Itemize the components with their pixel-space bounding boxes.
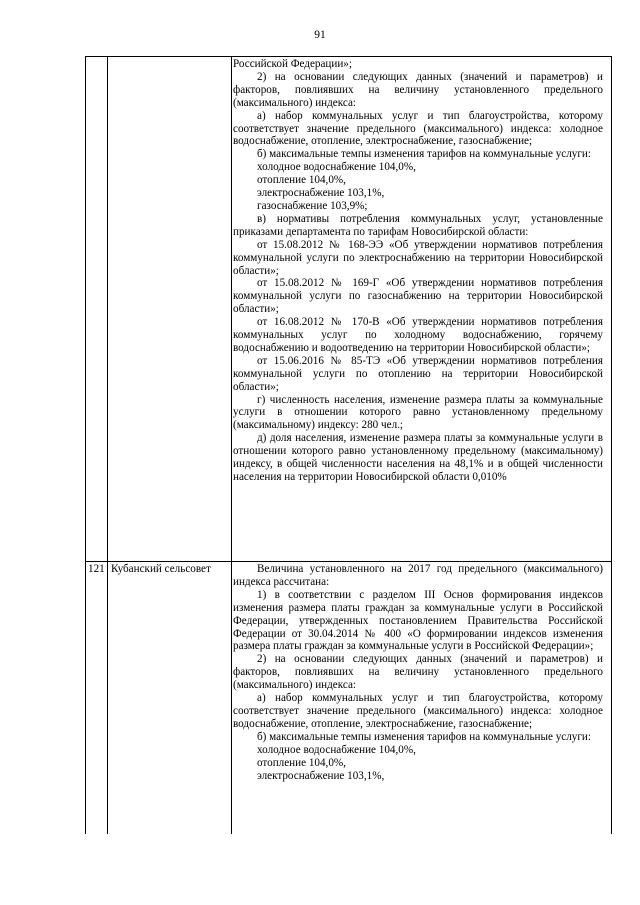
paragraph: 2) на основании следующих данных (значений и параметров) и факторов, повлиявших на величину установленного предельного (максимального) индекса: [233, 70, 603, 109]
page-number: 91 [314, 29, 326, 41]
municipality-name: Кубанский сельсовет [111, 563, 211, 575]
paragraph: от 15.08.2012 № 168-ЭЭ «Об утверждении нормативов потребления коммунальной услуги по электроснабжению на территории Новосибирской области»; [233, 238, 603, 277]
prev-row-content [233, 58, 603, 484]
paragraph: холодное водоснабжение 104,0%, [257, 743, 416, 756]
column-divider-2 [231, 56, 232, 834]
paragraph: в) нормативы потребления коммунальных услуг, установленные приказами департамента по тарифам Новосибирской области: [233, 212, 603, 238]
paragraph: электроснабжение 103,1%, [257, 769, 385, 782]
paragraph: б) максимальные темпы изменения тарифов на коммунальные услуги: [257, 730, 591, 743]
paragraph: от 15.08.2012 № 169-Г «Об утверждении нормативов потребления коммунальной услуги по газоснабжению на территории Новосибирской области»; [233, 277, 603, 316]
paragraph: 2) на основании следующих данных (значений и параметров) и факторов, повлиявших на величину установленного предельного (максимального) индекса: [233, 653, 603, 692]
table-border-left [85, 56, 86, 834]
paragraph: от 16.08.2012 № 170-В «Об утверждении нормативов потребления коммунальных услуг по холодному водоснабжению, горячему водоснабжению и водоотведению на территории Новосибирской области»; [233, 316, 603, 354]
table-border-right [611, 56, 612, 834]
paragraph: от 15.06.2016 № 85-ТЭ «Об утверждении нормативов потребления коммунальной услуги по отоплению на территории Новосибирской области»; [233, 354, 603, 393]
paragraph: отопление 104,0%, [257, 756, 346, 769]
paragraph: холодное водоснабжение 104,0%, [257, 161, 416, 174]
paragraph: г) численность населения, изменение размера платы за коммунальные услуги в отношении которого равно установленному предельному (максимальному) индексу: 280 чел.; [233, 393, 603, 432]
paragraph: Российской Федерации»; [233, 58, 352, 70]
paragraph: электроснабжение 103,1%, [257, 187, 385, 200]
paragraph: б) максимальные темпы изменения тарифов на коммунальные услуги: [257, 148, 591, 161]
paragraph: отопление 104,0%, [257, 174, 346, 187]
paragraph: Величина установленного на 2017 год предельного (максимального) индекса рассчитана: [233, 563, 603, 588]
table-border-top [85, 56, 612, 57]
row-121-content [233, 563, 603, 782]
column-divider-1 [107, 56, 108, 834]
row-number: 121 [88, 563, 105, 575]
paragraph: д) доля населения, изменение размера платы за коммунальные услуги в отношении которого равно установленному предельному (максимальному) индексу, в общей численности населения на 48,1% и в общей численности населения на территории Новосибирской области 0,010% [233, 432, 603, 483]
paragraph: а) набор коммунальных услуг и тип благоустройства, которому соответствует значение предельного (максимального) индекса: холодное водоснабжение, отопление, электроснабжение, газоснабжение; [233, 692, 603, 730]
paragraph: а) набор коммунальных услуг и тип благоустройства, которому соответствует значение предельного (максимального) индекса: холодное водоснабжение, отопление, электроснабжение, газоснабжение; [233, 109, 603, 148]
paragraph: газоснабжение 103,9%; [257, 199, 368, 212]
paragraph: 1) в соответствии с разделом III Основ формирования индексов изменения размера платы граждан за коммунальные услуги в Российской Федерации, утвержденных постановлением Правительства Российской Федерации от 30.04.2014 № 400 «О формировании индексов изменения размера платы граждан за коммунальные услуги в Российской Федерации»; [233, 588, 603, 653]
row-divider [85, 561, 612, 562]
